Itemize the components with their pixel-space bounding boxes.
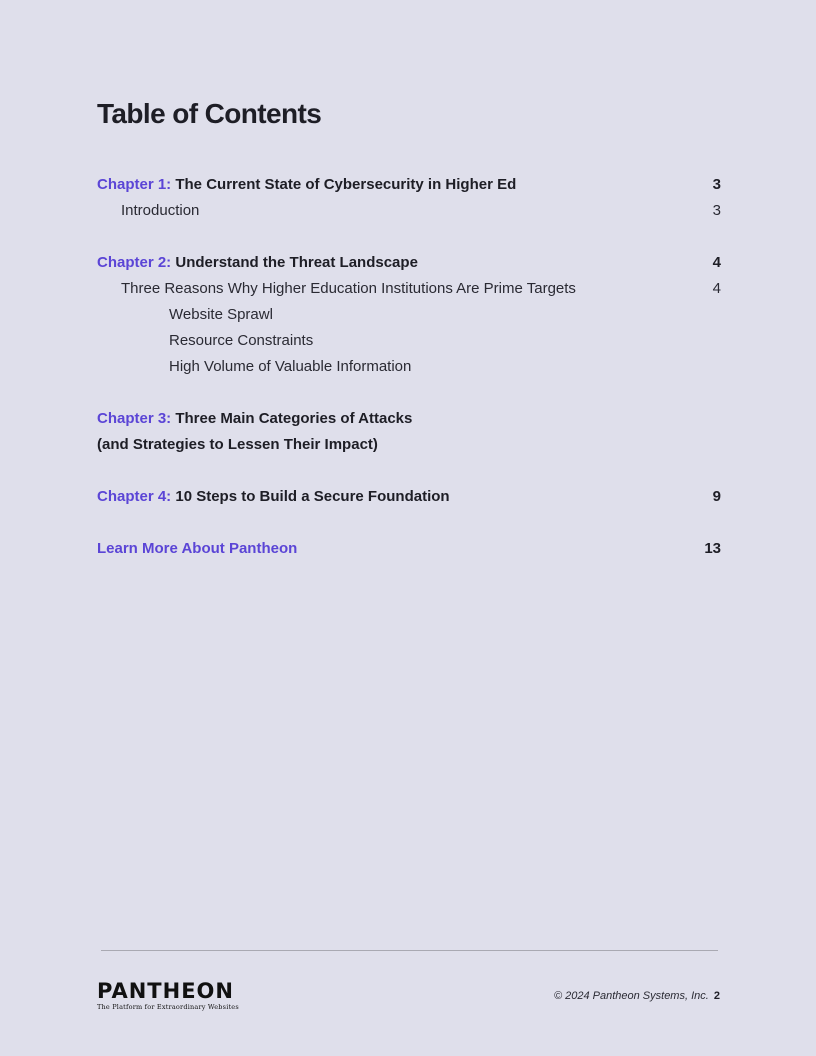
logo-wordmark: PANTHEON bbox=[97, 979, 234, 1003]
chapter-title: Three Main Categories of Attacks bbox=[175, 410, 413, 427]
toc-entry-chapter-2[interactable] bbox=[97, 253, 721, 273]
subsection-title: Resource Constraints bbox=[169, 332, 314, 349]
toc-entry-chapter-3-line-2[interactable] bbox=[97, 435, 721, 455]
toc-entry-learn-more[interactable] bbox=[97, 539, 721, 559]
chapter-prefix: Chapter 1: bbox=[97, 176, 172, 193]
toc-entry-resource-constraints[interactable] bbox=[169, 331, 721, 351]
page-number: 4 bbox=[712, 254, 721, 271]
page-number: 4 bbox=[712, 280, 721, 297]
section-title: Introduction bbox=[121, 202, 200, 219]
logo-tagline: The Platform for Extraordinary Websites bbox=[97, 1003, 239, 1011]
pantheon-logo bbox=[97, 980, 239, 1011]
chapter-prefix: Chapter 3: bbox=[97, 410, 172, 427]
toc-entry-high-volume[interactable] bbox=[169, 357, 721, 377]
toc-entry-three-reasons[interactable] bbox=[121, 279, 721, 299]
page-number: 13 bbox=[704, 540, 721, 557]
toc-entry-website-sprawl[interactable] bbox=[169, 305, 721, 325]
learn-more-link[interactable]: Learn More About Pantheon bbox=[97, 540, 298, 557]
chapter-title: The Current State of Cybersecurity in Higher Ed bbox=[175, 176, 517, 193]
chapter-prefix: Chapter 2: bbox=[97, 254, 172, 271]
footer-divider bbox=[101, 950, 718, 951]
chapter-title: Understand the Threat Landscape bbox=[175, 254, 418, 271]
page-number: 3 bbox=[712, 176, 721, 193]
footer-copyright-line bbox=[554, 990, 720, 1002]
subsection-title: Website Sprawl bbox=[169, 306, 273, 323]
chapter-title-continued: (and Strategies to Lessen Their Impact) bbox=[97, 436, 378, 453]
toc-entry-chapter-3[interactable] bbox=[97, 409, 721, 429]
page-number: 9 bbox=[712, 488, 721, 505]
footer-page-number: 2 bbox=[713, 990, 720, 1002]
chapter-title: 10 Steps to Build a Secure Foundation bbox=[175, 488, 450, 505]
copyright-text: © 2024 Pantheon Systems, Inc. bbox=[553, 990, 709, 1002]
chapter-prefix: Chapter 4: bbox=[97, 488, 172, 505]
page-number: 3 bbox=[712, 202, 721, 219]
page-title: Table of Contents bbox=[97, 98, 322, 129]
toc-entry-chapter-1[interactable] bbox=[97, 175, 721, 195]
subsection-title: High Volume of Valuable Information bbox=[169, 358, 412, 375]
toc-entry-chapter-4[interactable] bbox=[97, 487, 721, 507]
section-title: Three Reasons Why Higher Education Institutions Are Prime Targets bbox=[121, 280, 576, 297]
toc-entry-introduction[interactable] bbox=[121, 201, 721, 221]
